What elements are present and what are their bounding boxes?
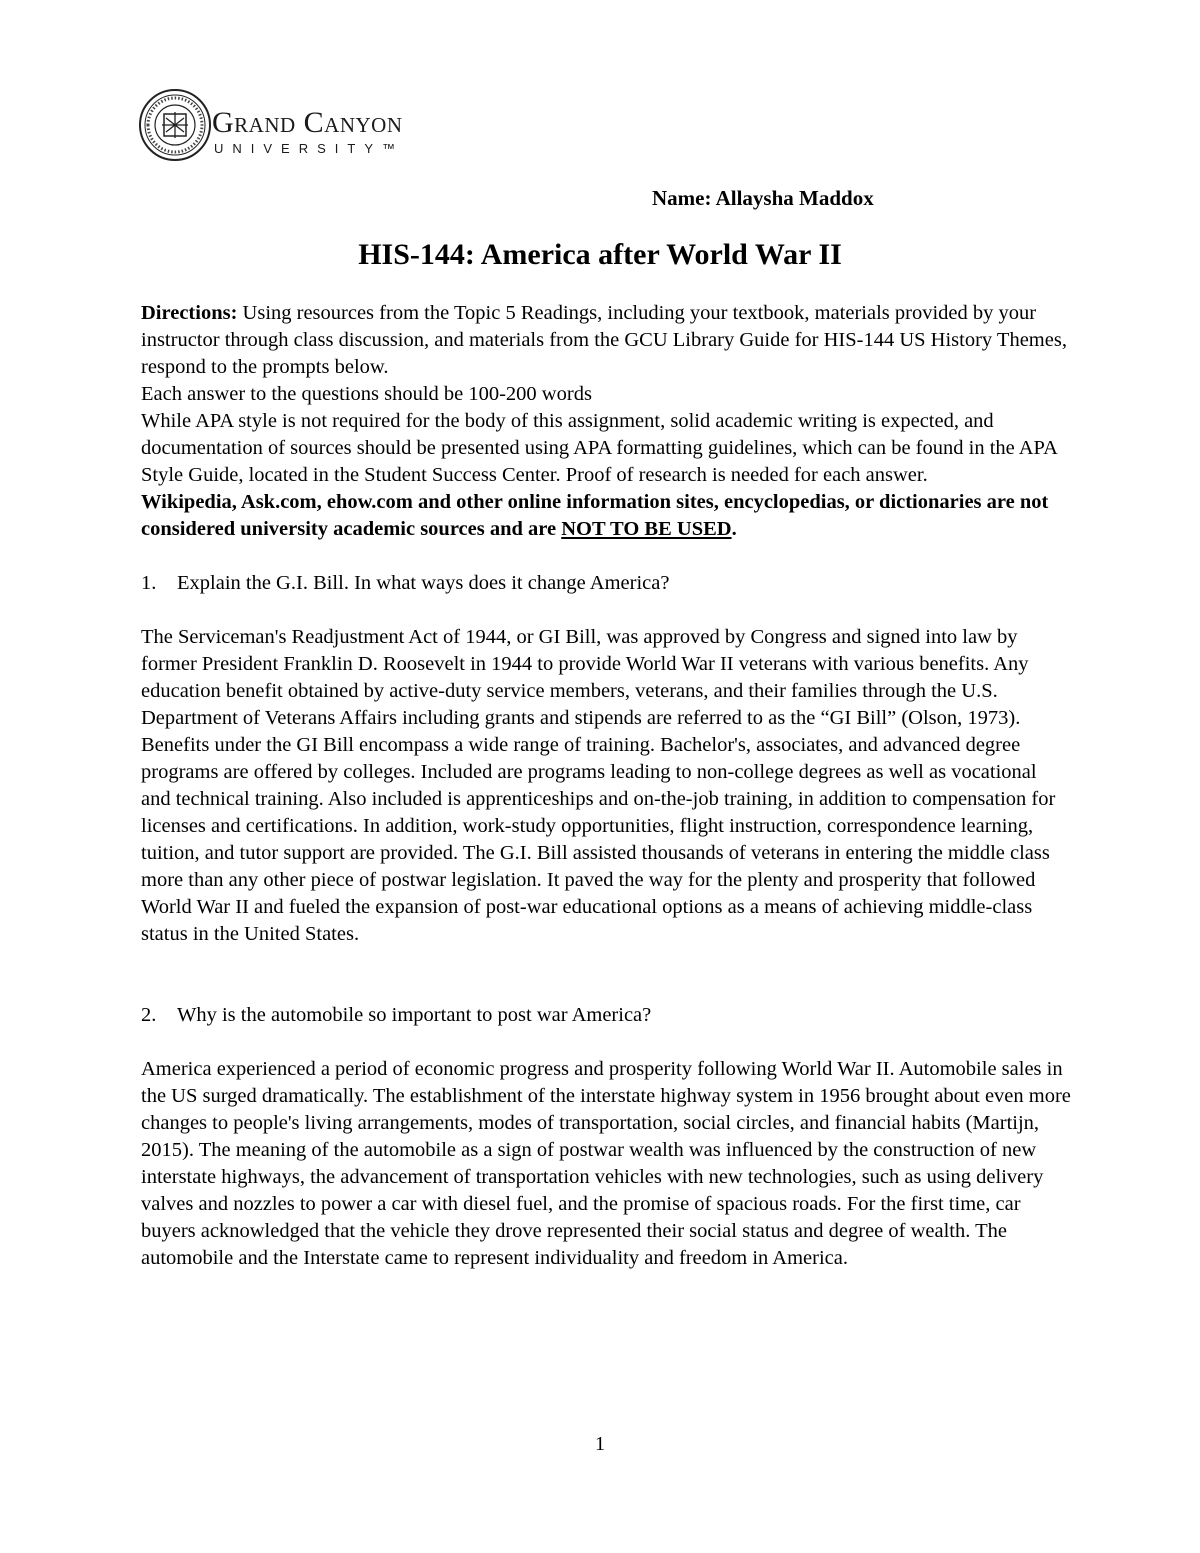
university-logo (138, 88, 458, 168)
answer-1: The Serviceman's Readjustment Act of 1944, or GI Bill, was approved by Congress and signed into law by former President Franklin D. Roosevelt in 1944 to provide World War II veterans with various benefits. Any education benefit obtained by active-duty service members, veterans, and their families through the U.S. Department of Veterans Affairs including grants and stipends are referred to as the “GI Bill” (Olson, 1973). Benefits under the GI Bill encompass a wide range of training. Bachelor's, associates, and advanced degree programs are offered by colleges. Included are programs leading to non-college degrees as well as vocational and technical training. Also included is apprenticeships and on-the-job training, in addition to compensation for licenses and certifications. In addition, work-study opportunities, flight instruction, correspondence learning, tuition, and tutor support are provided. The G.I. Bill assisted thousands of veterans in entering the middle class more than any other piece of postwar legislation. It paved the way for the plenty and prosperity that followed World War II and fueled the expansion of post-war educational options as a means of achieving middle-class status in the United States. (141, 626, 1056, 945)
word-count-note: Each answer to the questions should be 100-200 words (141, 383, 592, 405)
student-name (652, 186, 874, 211)
question-prompt: Why is the automobile so important to post war America? (177, 1004, 652, 1026)
warning-underlined: NOT TO BE USED (561, 518, 732, 540)
directions-text: Using resources from the Topic 5 Readings, including your textbook, materials provided by your instructor through class discussion, and materials from the GCU Library Guide for HIS-144 US History Themes, respond to the prompts below. (141, 302, 1067, 378)
page-number: 1 (595, 1433, 605, 1455)
warning-end: . (731, 518, 737, 540)
directions-paragraph (141, 300, 1071, 381)
question-number: 1. (141, 572, 157, 594)
sources-warning (141, 489, 1071, 543)
question-1 (141, 570, 1071, 597)
warning-text: Wikipedia, Ask.com, ehow.com and other online information sites, encyclopedias, or dictionaries are not considered university academic sources and are (141, 491, 1049, 540)
apa-note: While APA style is not required for the body of this assignment, solid academic writing is expected, and documentation of sources should be presented using APA formatting guidelines, which can be found in the APA Style Guide, located in the Student Success Center. Proof of research is needed for each answer. (141, 410, 1057, 486)
question-2 (141, 1002, 1071, 1029)
answer-2: America experienced a period of economic progress and prosperity following World War II. Automobile sales in the US surged dramatically. The establishment of the interstate highway system in 1956 brought about even more changes to people's living arrangements, modes of transportation, social circles, and financial habits (Martijn, 2015). The meaning of the automobile as a sign of postwar wealth was influenced by the construction of new interstate highways, the advancement of transportation vehicles with new technologies, such as using delivery valves and nozzles to power a car with diesel fuel, and the promise of spacious roads. For the first time, car buyers acknowledged that the vehicle they drove represented their social status and degree of wealth. The automobile and the Interstate came to represent individuality and freedom in America. (141, 1058, 1071, 1269)
logo-name: Grand Canyon (212, 106, 403, 139)
logo-wordmark (212, 108, 404, 156)
name-value: Allaysha Maddox (715, 186, 874, 210)
page-title: HIS-144: America after World War II (358, 238, 842, 271)
directions-label: Directions: (141, 302, 238, 324)
logo-sub: UNIVERSITY™ (214, 141, 405, 156)
university-seal-icon (138, 88, 212, 162)
document-body (141, 300, 1071, 1272)
name-label: Name: (652, 186, 712, 210)
question-prompt: Explain the G.I. Bill. In what ways does it change America? (177, 572, 670, 594)
question-number: 2. (141, 1004, 157, 1026)
